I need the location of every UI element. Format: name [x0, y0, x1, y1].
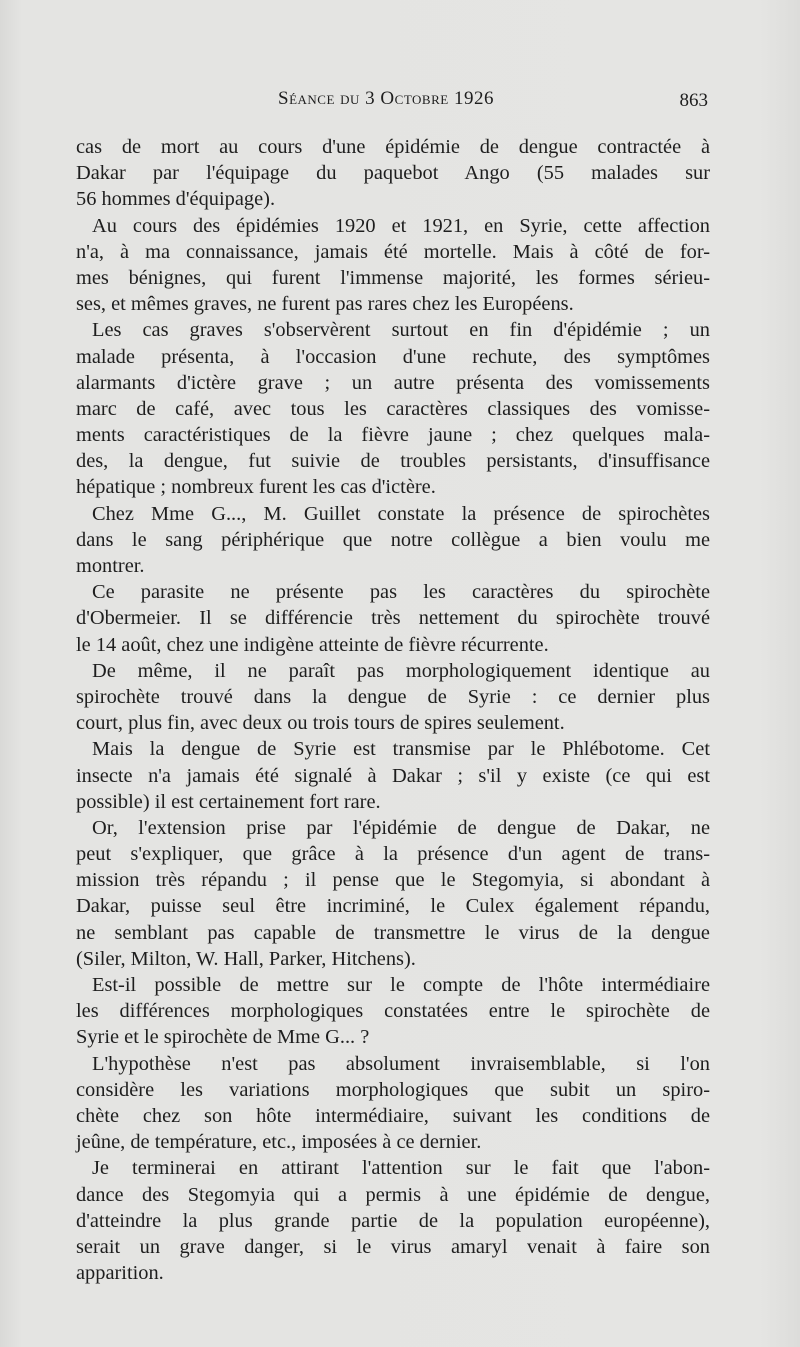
text-line: dans le sang périphérique que notre collègue a bien voulu me — [76, 528, 710, 551]
text-line: mission très répandu ; il pense que le Stegomyia, si abondant à — [76, 869, 710, 892]
text-line: montrer. — [76, 555, 145, 577]
text-line: cas de mort au cours d'une épidémie de dengue contractée à — [76, 136, 710, 158]
text-line: alarmants d'ictère grave ; un autre présenta des vomissements — [76, 371, 710, 394]
text-line: De même, il ne paraît pas morphologiquement identique au — [92, 659, 710, 682]
text-line: Les cas graves s'observèrent surtout en fin d'épidémie ; un — [92, 319, 710, 342]
text-line: considère les variations morphologiques que subit un spiro- — [76, 1078, 710, 1101]
text-line: Dakar, puisse seul être incriminé, le Culex également répandu, — [76, 895, 710, 918]
text-line: possible) il est certainement fort rare. — [76, 790, 381, 813]
text-line: court, plus fin, avec deux ou trois tours de spires seulement. — [76, 712, 565, 735]
body-text — [76, 134, 710, 1286]
text-line: Mais la dengue de Syrie est transmise par le Phlébotome. Cet — [92, 738, 710, 761]
text-line: Ce parasite ne présente pas les caractères du spirochète — [92, 581, 710, 604]
text-line: ments caractéristiques de la fièvre jaune ; chez quelques mala- — [76, 424, 710, 447]
text-line: spirochète trouvé dans la dengue de Syrie : ce dernier plus — [76, 685, 710, 708]
text-line: insecte n'a jamais été signalé à Dakar ; s'il y existe (ce qui est — [76, 764, 710, 787]
text-line: hépatique ; nombreux furent les cas d'ictère. — [76, 476, 436, 499]
text-line: jeûne, de température, etc., imposées à ce dernier. — [76, 1131, 482, 1154]
text-line: Je terminerai en attirant l'attention sur le fait que l'abon- — [92, 1157, 710, 1180]
text-line: dance des Stegomyia qui a permis à une épidémie de dengue, — [76, 1183, 710, 1206]
text-line: mes bénignes, qui furent l'immense majorité, les formes sérieu- — [76, 266, 710, 289]
text-line: Au cours des épidémies 1920 et 1921, en Syrie, cette affection — [92, 214, 710, 237]
text-line: marc de café, avec tous les caractères classiques des vomisse- — [76, 397, 710, 420]
text-line: 56 hommes d'équipage). — [76, 188, 276, 211]
text-line: ne semblant pas capable de transmettre le virus de la dengue — [76, 921, 710, 944]
page-header — [78, 88, 708, 118]
text-line: Syrie et le spirochète de Mme G... ? — [76, 1026, 370, 1049]
text-line: Est-il possible de mettre sur le compte de l'hôte intermédiaire — [92, 974, 710, 996]
text-line: le 14 août, chez une indigène atteinte de fièvre récurrente. — [76, 633, 549, 656]
text-line: n'a, à ma connaissance, jamais été mortelle. Mais à côté de for- — [76, 240, 710, 263]
text-line: les différences morphologiques constatées entre le spirochète de — [76, 1000, 710, 1023]
text-line: ses, et mêmes graves, ne furent pas rares chez les Européens. — [76, 293, 574, 316]
text-line: d'atteindre la plus grande partie de la population européenne), — [76, 1209, 710, 1232]
text-line: chète chez son hôte intermédiaire, suivant les conditions de — [76, 1104, 710, 1127]
text-line: malade présenta, à l'occasion d'une rechute, des symptômes — [76, 345, 710, 368]
page-number: 863 — [679, 90, 708, 111]
text-line: des, la dengue, fut suivie de troubles persistants, d'insuffisance — [76, 450, 710, 473]
text-line: d'Obermeier. Il se différencie très nettement du spirochète trouvé — [76, 607, 710, 630]
text-line: Chez Mme G..., M. Guillet constate la présence de spirochètes — [92, 502, 710, 525]
text-line: L'hypothèse n'est pas absolument invraisemblable, si l'on — [92, 1052, 710, 1075]
text-line: (Siler, Milton, W. Hall, Parker, Hitchens). — [76, 947, 416, 970]
text-line: serait un grave danger, si le virus amaryl venait à faire son — [76, 1235, 710, 1258]
text-line: peut s'expliquer, que grâce à la présence d'un agent de trans- — [76, 843, 710, 866]
text-line: Dakar par l'équipage du paquebot Ango (55 malades sur — [76, 162, 710, 185]
running-head: Séance du 3 Octobre 1926 — [278, 88, 494, 109]
text-line: apparition. — [76, 1262, 164, 1285]
text-line: Or, l'extension prise par l'épidémie de dengue de Dakar, ne — [92, 816, 710, 839]
